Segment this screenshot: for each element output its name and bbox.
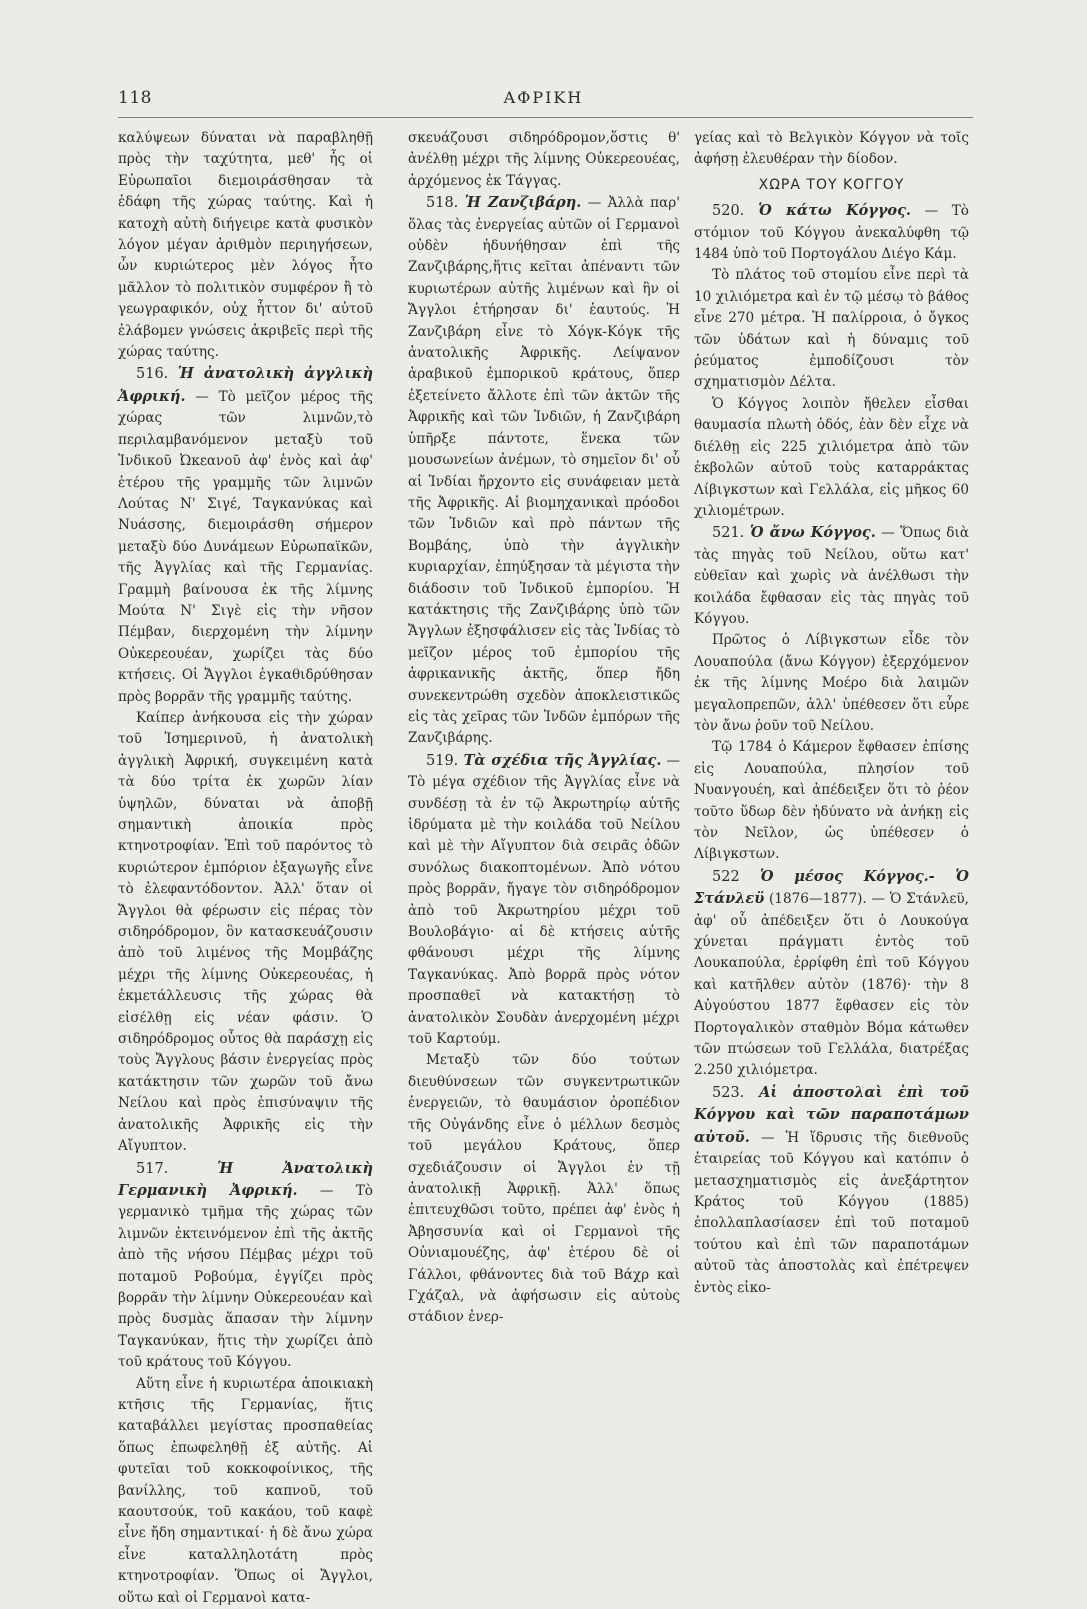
section-number: 523. <box>712 1084 760 1101</box>
paragraph: Πρῶτος ὁ Λίβιγκστων εἶδε τὸν Λουαπούλα (ἄνω Κόγγον) ἐξερχόμενον ἐκ τῆς λίμνης Μοέρο διὰ λαιμῶν μεγαλοπρεπῶν, ἀλλ' ὑπέθεσεν ὅτι εὗρε τὸν ἄνω ῥοῦν τοῦ Νείλου. <box>694 632 969 734</box>
numbered-section <box>694 1082 969 1299</box>
section-number: 517. <box>136 1160 218 1177</box>
section-body: (1876—1877). — Ὁ Στάνλεϋ, ἀφ' οὗ ἀπέδειξεν ὅτι ὁ Λουκούγα χύνεται πράγματι ἐντὸς τοῦ Λουκαπούλα, ἐρρίφθη ἐπὶ τοῦ Κόγγου καὶ κατῆλθεν αὐτὸν (1876)· τὴν 8 Αὐγούστου 1877 ἔφθασεν εἰς τὸν Πορτογαλικὸν σταθμὸν Βόμα κάτωθεν τῶν πτώσεων τοῦ Γελλάλα, διατρέξας 2.250 χιλιόμετρα. <box>694 891 969 1079</box>
numbered-section <box>118 363 373 708</box>
section-number: 520. <box>712 203 759 220</box>
section-title: Ἡ Ἀνατολικὴ Γερμανικὴ Ἀφρική. <box>118 1159 373 1199</box>
paragraph: Τῷ 1784 ὁ Κάμερον ἔφθασεν ἐπίσης εἰς Λουαπούλα, πλησίον τοῦ Νυανγουέη, καὶ ἀπέδειξεν ὅτι τὸ ῥέον τοῦτο ὕδωρ δὲν ἠδύνατο νὰ ἀνήκῃ εἰς τὸν Νεῖλον, ὡς ὑπέθεσεν ὁ Λίβιγκστων. <box>694 739 969 863</box>
section-title: Ἡ Ζανζιβάρη. <box>464 194 582 212</box>
numbered-section <box>118 1158 373 1374</box>
section-body: — Ἡ ἵδρυσις τῆς διεθνοῦς ἑταιρείας τοῦ Κόγγου καὶ κατόπιν ὁ μετασχηματισμὸς εἰς ἀνεξάρτητον Κράτος τοῦ Κόγγου (1885) ἐπολλαπλασίασεν ἐπὶ τοῦ ποταμοῦ τούτου καὶ ἐπὶ τῶν παραποτάμων αὐτοῦ τὰς ἀποστολὰς καὶ ἐπέτρεψεν ἐντὸς εἰκο- <box>694 1129 969 1296</box>
section-body: —Τὸ μέγα σχέδιον τῆς Ἀγγλίας εἶνε νὰ συνδέσῃ τὰ ἐν τῷ Ἀκρωτηρίῳ αὐτῆς ἱδρύματα μὲ τὴν κοιλάδα τοῦ Νείλου καὶ μὲ τὴν Αἴγυπτον διὰ σειρᾶς ὁδῶν συνόλως διακοπτομένων. Ἀπὸ νότου πρὸς βορρᾶν, ἤγαγε τὸν σιδηρόδρομον ἀπὸ τοῦ Ἀκρωτηρίου μέχρι τοῦ Βουλοβάγιο· αἱ δὲ κτήσεις αὐτῆς φθάνουσι μέχρι τῆς λίμνης Ταγκανύκας. Ἀπὸ βορρᾶ πρὸς νότον προσπαθεῖ νὰ κατακτήσῃ τὸ ἀνατολικὸν Σουδὰν ἀνερχομένη μέχρι τοῦ Καρτούμ. <box>408 752 680 1048</box>
paragraph: Καίπερ ἀνήκουσα εἰς τὴν χώραν τοῦ Ἰσημερινοῦ, ἡ ἀνατολικὴ ἀγγλικὴ Ἀφρική, συγκειμένη κατὰ τὰ δύο τρίτα ἐκ χωρῶν λίαν ὑψηλῶν, δύναται νὰ ἀποβῇ σημαντικὴ ἀποικία πρὸς κτηνοτροφίαν. Ἐπὶ τοῦ παρόντος τὸ κυριώτερον ἐμπόριον ἐξαγωγῆς εἶνε τὸ ἐλεφαντόδοντον. Ἀλλ' ὅταν οἱ Ἄγγλοι θὰ φέρωσιν εἰς πέρας τὸν σιδηρόδρομον, ὃν κατασκευάζουσιν ἀπὸ τοῦ λιμένος τῆς Μομβάζης μέχρι τῆς λίμνης Οὐκερεουέας, ἡ ἐκμετάλλευσις τῆς χώρας θὰ εἰσέλθῃ εἰς νέαν φάσιν. Ὁ σιδηρόδρομος οὗτος θὰ παράσχῃ εἰς τοὺς Ἄγγλους βάσιν ἐνεργείας πρὸς κατάκτησιν τῶν χωρῶν τοῦ ἄνω Νείλου καὶ πρὸς ἐπισύναψιν τῆς ἀνατολικῆς Ἀφρικῆς εἰς τὴν Αἴγυπτον. <box>118 709 373 1155</box>
section-body: — Τὸ γερμανικὸ τμῆμα τῆς χώρας τῶν λιμνῶν ἐκτεινόμενον ἐπὶ τῆς ἀκτῆς ἀπὸ τῆς νήσου Πέμβας μέχρι τοῦ ποταμοῦ Ροβούμα, ἐγγίζει πρὸς βορρᾶν τὴν λίμνην Οὐκερεουέαν καὶ πρὸς δυσμὰς ἅπασαν τὴν λίμνην Ταγκανύκαν, ἥτις τὴν χωρίζει ἀπὸ τοῦ κράτους τοῦ Κόγγου. <box>118 1182 373 1371</box>
numbered-section <box>694 522 969 630</box>
numbered-section <box>694 866 969 1082</box>
section-number: 521. <box>712 525 750 542</box>
page-header <box>0 88 1087 118</box>
numbered-section <box>408 750 680 1051</box>
section-body: — Ἀλλὰ παρ' ὅλας τὰς ἐνεργείας αὐτῶν οἱ Γερμανοὶ οὐδὲν ἠδυνήθησαν ἐπὶ τῆς Ζανζιβάρης,ἥτις κεῖται ἀπέναντι τῶν κυριωτέρων αὐτῆς λιμένων καὶ ἣν οἱ Ἄγγλοι ἐτήρησαν δι' ἑαυτούς. Ἡ Ζανζιβάρη εἶνε τὸ Χόγκ-Κόγκ τῆς ἀνατολικῆς Ἀφρικῆς. Λείψανον ἀραβικοῦ ἐμπορικοῦ κράτους, ὅπερ ἐξετείνετο ἄλλοτε ἐπὶ τῶν ἀκτῶν τῆς Ἀφρικῆς καὶ τῶν Ἰνδιῶν, ἡ Ζανζιβάρη ὑπῆρξε πάντοτε, ἕνεκα τῶν μουσωνείων ἀνέμων, τὸ σημεῖον δι' οὗ αἱ Ἰνδίαι ἤρχοντο εἰς συνάφειαν μετὰ τῆς Ἀφρικῆς. Αἱ βιομηχανικαὶ πρόοδοι τῶν Ἰνδιῶν καὶ πρὸ πάντων τῆς Βομβάης, ὑπὸ τὴν ἀγγλικὴν κυριαρχίαν, ἐπηύξησαν τὰ μέγιστα τὴν διάδοσιν τοῦ Ἰνδικοῦ ἐμπορίου. Ἡ κατάκτησις τῆς Ζανζιβάρης ὑπὸ τῶν Ἄγγλων ἐξησφάλισεν εἰς τὰς Ἰνδίας τὸ μεῖζον μέρος τοῦ ἐμπορίου τῆς ἀφρικανικῆς ἀκτῆς, ὅπερ ἤδη συνεκεντρώθη σχεδὸν ἀποκλειστικῶς εἰς τὰς χεῖρας τῶν Ἰνδῶν ἐμπόρων τῆς Ζανζιβάρης. <box>408 195 680 747</box>
running-title: ΑΦΡΙΚΗ <box>503 88 584 107</box>
paragraph: Τὸ πλάτος τοῦ στομίου εἶνε περὶ τὰ 10 χιλιόμετρα καὶ ἐν τῷ μέσῳ τὸ βάθος εἶνε 270 μέτρα. Ἡ παλίρροια, ὁ ὄγκος τῶν ὑδάτων καὶ ἡ δύναμις τοῦ ῥεύματος ἐμποδίζουσι τὸν σχηματισμὸν Δέλτα. <box>694 267 969 391</box>
header-rule <box>118 117 973 118</box>
paragraph: γείας καὶ τὸ Βελγικὸν Κόγγον νὰ τοῖς ἀφήσῃ ἐλευθέραν τὴν δίοδον. <box>694 130 969 168</box>
section-body: — Τὸ στόμιον τοῦ Κόγγου ἀνεκαλύφθη τῷ 1484 ὑπὸ τοῦ Πορτογάλου Διέγο Κάμ. <box>694 203 969 263</box>
section-title: Ἡ ἀνατολικὴ ἀγγλικὴ Ἀφρική. <box>118 365 373 405</box>
paragraph: Ὁ Κόγγος λοιπὸν ἤθελεν εἶσθαι θαυμασία πλωτὴ ὁδός, ἐὰν δὲν εἶχε νὰ διέλθῃ εἰς 225 χιλιόμετρα ἀπὸ τῶν ἐκβολῶν αὐτοῦ τοὺς καταρράκτας Λίβιγκστων καὶ Γελλάλα, εἰς μῆκος 60 χιλιομέτρων. <box>694 395 969 519</box>
text-column-1 <box>118 128 373 1609</box>
numbered-section <box>408 192 680 750</box>
section-number: 516. <box>136 366 178 383</box>
section-body: — Ὅπως διὰ τὰς πηγὰς τοῦ Νείλου, οὕτω κατ' εὐθεῖαν καὶ χωρὶς νὰ ἀνέλθωσι τὴν κοιλάδα ἔφθασαν εἰς τὰς πηγὰς τοῦ Κόγγου. <box>694 525 969 627</box>
paragraph: σκευάζουσι σιδηρόδρομον,ὅστις θ' ἀνέλθῃ μέχρι τῆς λίμνης Οὐκερεουέας, ἀρχόμενος ἐκ Τάγγας. <box>408 130 680 189</box>
section-number: 522 <box>712 868 760 885</box>
text-column-3 <box>694 128 969 1299</box>
section-body: — Τὸ μεῖζον μέρος τῆς χώρας τῶν λιμνῶν,τὸ περιλαμβανόμενον μεταξὺ τοῦ Ἰνδικοῦ Ὠκεανοῦ ἀφ' ἑνὸς καὶ ἀφ' ἑτέρου τῆς γραμμῆς τῶν λιμνῶν Λούτας Ν' Σιγέ, Ταγκανύκας καὶ Νυάσσης, διεμοιράσθη σήμερον μεταξὺ δύο Δυνάμεων Εὐρωπαϊκῶν, τῆς Ἀγγλίας καὶ τῆς Γερμανίας. Γραμμὴ βαίνουσα ἐκ τῆς λίμνης Μούτα Ν' Σιγὲ εἰς τὴν νῆσον Πέμβαν, διερχομένη τὴν λίμνην Οὐκερεουέαν, χωρίζει τὰς δύο κτήσεις. Οἱ Ἄγγλοι ἐγκαθιδρύθησαν πρὸς βορρᾶν τῆς γραμμῆς ταύτης. <box>118 388 373 705</box>
paragraph: Μεταξὺ τῶν δύο τούτων διευθύνσεων τῶν συγκεντρωτικῶν ἐνεργειῶν, τὸ θαυμάσιον ὀροπέδιον τῆς Οὐγάνδης εἶνε ὁ μέλλων δεσμὸς τοῦ μεγάλου Κράτους, ὅπερ σχεδιάζουσιν οἱ Ἄγγλοι ἐν τῇ ἀνατολικῇ Ἀφρικῇ. Ἀλλ' ὅπως ἐπιτευχθῶσι τοῦτο, πρέπει ἀφ' ἑνὸς ἡ Ἀβησσυνία καὶ οἱ Γερμανοὶ τῆς Οὐνιαμουέζης, ἀφ' ἑτέρου δὲ οἱ Γάλλοι, φθάνοντες διὰ τοῦ Βάχρ καὶ Γχάζαλ, νὰ ἀφήσωσιν εἰς αὐτοὺς στάδιον ἐνερ- <box>408 1052 680 1326</box>
paragraph: Αὕτη εἶνε ἡ κυριωτέρα ἀποικιακὴ κτῆσις τῆς Γερμανίας, ἥτις καταβάλλει μεγίστας προσπαθείας ὅπως ἐπωφεληθῇ ἐξ αὐτῆς. Αἱ φυτεῖαι τοῦ κοκκοφοίνικος, τῆς βανίλλης, τοῦ καπνοῦ, τοῦ καουτσούκ, τοῦ κακάου, τοῦ καφὲ εἶνε ἤδη σημαντικαί· ἡ δὲ ἄνω χώρα εἶνε καταλληλοτάτη πρὸς κτηνοτροφίαν. Ὅπως οἱ Ἄγγλοι, οὕτω καὶ οἱ Γερμανοὶ κατα- <box>118 1375 373 1606</box>
section-title: Ὁ μέσος Κόγγος.- Ὁ Στάνλεϋ <box>694 867 969 908</box>
section-title: Ὁ κάτω Κόγγος. <box>758 202 911 220</box>
numbered-section <box>694 200 969 265</box>
section-title: Τὰ σχέδια τῆς Ἀγγλίας. <box>463 751 662 769</box>
section-number: 518. <box>426 195 465 212</box>
paragraph: καλύψεων δύναται νὰ παραβληθῇ πρὸς τὴν ταχύτητα, μεθ' ἧς οἱ Εὐρωπαῖοι διεμοιράσθησαν τὰ ἐδάφη τῆς χώρας ταύτης. Καὶ ἡ κατοχὴ αὐτὴ διήγειρε κατὰ φυσικὸν λόγον μέγαν ἀριθμὸν περιηγήσεων, ὧν κυριώτερος μὲν λόγος ἦτο μᾶλλον τὸ πολιτικὸν συμφέρον ἢ τὸ γεωγραφικόν, οὐχ ἧττον δι' αὐτοῦ ἐλάβομεν γνώσεις ἀκριβεῖς περὶ τῆς χώρας ταύτης. <box>118 130 373 361</box>
section-heading: ΧΩΡΑ ΤΟΥ ΚΟΓΓΟΥ <box>758 176 905 193</box>
section-title: Αἱ ἀποστολαὶ ἐπὶ τοῦ Κόγγου καὶ τῶν παραποτάμων αὐτοῦ. <box>694 1083 969 1146</box>
page-number: 118 <box>118 88 152 108</box>
text-column-2 <box>408 128 680 1329</box>
section-title: Ὁ ἄνω Κόγγος. <box>749 524 876 542</box>
section-number: 519. <box>426 752 464 769</box>
